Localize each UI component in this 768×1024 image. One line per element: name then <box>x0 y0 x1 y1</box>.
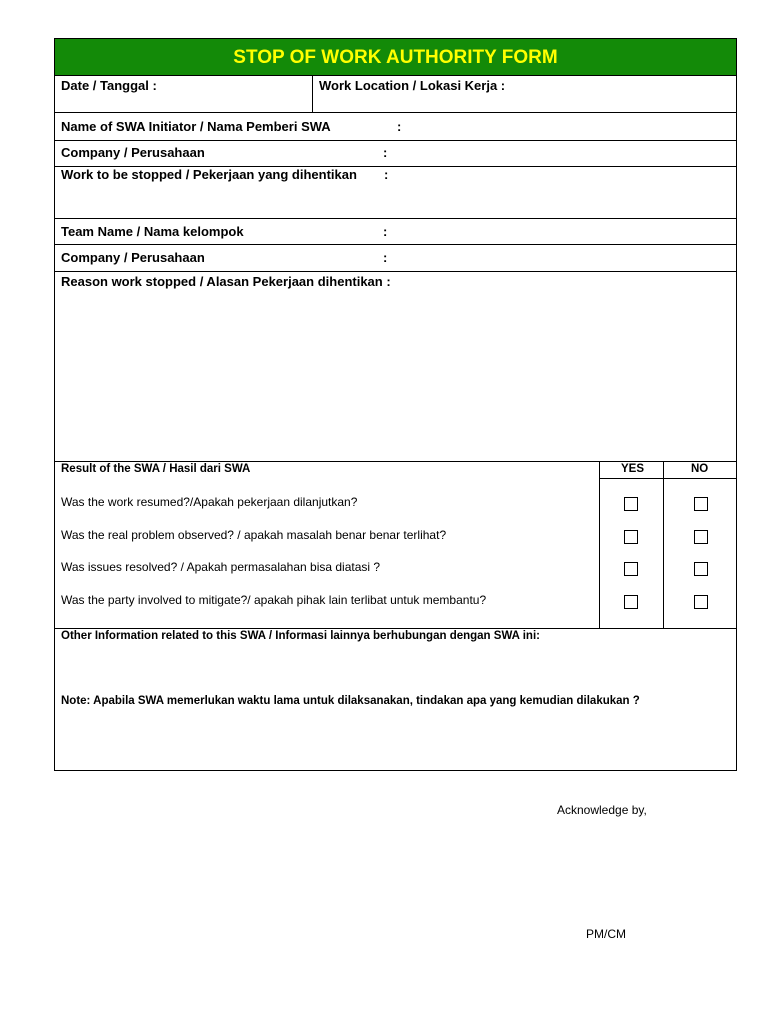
yes-header: YES <box>621 463 645 475</box>
team-label: Team Name / Nama kelompok <box>61 224 244 239</box>
work-stopped-label: Work to be stopped / Pekerjaan yang dihentikan <box>61 167 357 182</box>
company-row[interactable] <box>55 141 736 167</box>
other-info-section[interactable] <box>55 629 736 770</box>
no-checkbox-2[interactable] <box>694 530 708 544</box>
signatory-text: PM/CM <box>586 927 626 941</box>
team-row[interactable] <box>55 219 736 245</box>
yes-checkbox-1[interactable] <box>624 497 638 511</box>
question-issues-resolved: Was issues resolved? / Apakah permasalahan bisa diatasi ? <box>61 560 381 574</box>
no-checkbox-1[interactable] <box>694 497 708 511</box>
form-title: STOP OF WORK AUTHORITY FORM <box>55 39 736 76</box>
yes-checkbox-4[interactable] <box>624 595 638 609</box>
work-stopped-row[interactable] <box>55 167 736 219</box>
company2-label: Company / Perusahaan <box>61 250 205 265</box>
yes-column-left <box>599 462 600 628</box>
no-checkbox-4[interactable] <box>694 595 708 609</box>
other-info-label: Other Information related to this SWA / Informasi lainnya berhubungan dengan SWA ini: <box>61 630 540 642</box>
no-checkbox-3[interactable] <box>694 562 708 576</box>
location-label: Work Location / Lokasi Kerja : <box>319 78 506 93</box>
reason-label: Reason work stopped / Alasan Pekerjaan dihentikan : <box>61 274 391 289</box>
date-location-row <box>55 76 736 113</box>
team-colon: : <box>383 224 388 239</box>
acknowledge-text: Acknowledge by, <box>557 803 647 817</box>
note-text: Note: Apabila SWA memerlukan waktu lama untuk dilaksanakan, tindakan apa yang kemudian dilakukan ? <box>61 695 640 707</box>
yes-checkbox-2[interactable] <box>624 530 638 544</box>
yes-no-divider <box>663 462 664 628</box>
initiator-label: Name of SWA Initiator / Nama Pemberi SWA <box>61 119 331 134</box>
company-colon: : <box>383 145 388 160</box>
swa-form <box>54 38 737 771</box>
result-header-line <box>599 478 736 479</box>
initiator-colon: : <box>397 119 402 134</box>
result-section <box>55 462 736 629</box>
company-label: Company / Perusahaan <box>61 145 205 160</box>
no-header: NO <box>691 463 709 475</box>
question-work-resumed: Was the work resumed?/Apakah pekerjaan dilanjutkan? <box>61 495 358 509</box>
work-stopped-colon: : <box>384 167 389 182</box>
yes-checkbox-3[interactable] <box>624 562 638 576</box>
company2-row[interactable] <box>55 245 736 272</box>
date-label: Date / Tanggal : <box>61 78 157 93</box>
question-party-involved: Was the party involved to mitigate?/ apakah pihak lain terlibat untuk membantu? <box>61 593 487 607</box>
company2-colon: : <box>383 250 388 265</box>
date-location-divider <box>312 76 313 112</box>
reason-row[interactable] <box>55 272 736 462</box>
question-problem-observed: Was the real problem observed? / apakah masalah benar benar terlihat? <box>61 528 447 542</box>
result-header: Result of the SWA / Hasil dari SWA <box>61 463 251 475</box>
initiator-row[interactable] <box>55 113 736 141</box>
